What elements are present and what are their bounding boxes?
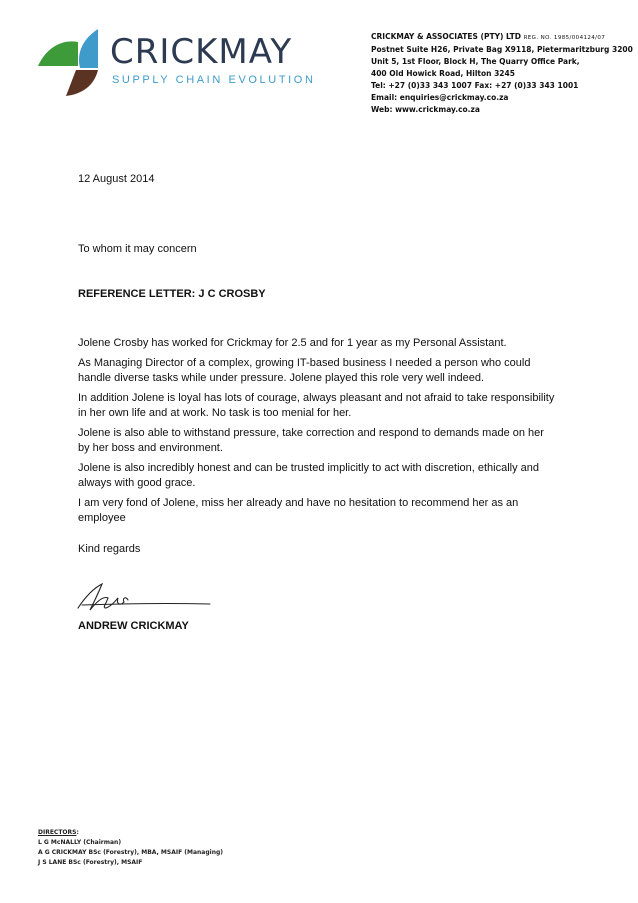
directors-heading-line bbox=[38, 828, 223, 838]
paragraph: Jolene is also incredibly honest and can be trusted implicitly to act with discretion, ethically and always with good grace. bbox=[78, 462, 540, 489]
company-name: CRICKMAY & ASSOCIATES (PTY) LTD bbox=[371, 32, 521, 41]
salutation: To whom it may concern bbox=[78, 243, 197, 255]
paragraph: Jolene is also able to withstand pressure, take correction and respond to demands made on her by her boss and environment. bbox=[78, 427, 544, 454]
crickmay-logo bbox=[36, 26, 108, 98]
brand-tagline: SUPPLY CHAIN EVOLUTION bbox=[112, 74, 316, 86]
director-entry: A G CRICKMAY BSc (Forestry), MBA, MSAIF (Managing) bbox=[38, 849, 224, 856]
closing: Kind regards bbox=[78, 543, 141, 555]
paragraph: Jolene Crosby has worked for Crickmay for 2.5 and for 1 year as my Personal Assistant. bbox=[78, 337, 507, 349]
handwritten-signature bbox=[72, 578, 214, 618]
paragraph: As Managing Director of a complex, growing IT-based business I needed a person who could handle diverse tasks while under pressure. Jolene played this role very well indeed. bbox=[78, 357, 531, 384]
company-name-line bbox=[371, 31, 621, 44]
paragraph: I am very fond of Jolene, miss her already and have no hesitation to recommend her as an employee bbox=[78, 497, 519, 524]
letter-subject: REFERENCE LETTER: J C CROSBY bbox=[78, 288, 266, 300]
director-entry: J S LANE BSc (Forestry), MSAIF bbox=[38, 859, 143, 866]
letter-date: 12 August 2014 bbox=[78, 173, 155, 185]
signature-underline bbox=[82, 604, 210, 605]
logo-brown-leaf bbox=[66, 70, 98, 96]
company-details bbox=[371, 31, 633, 116]
address-line-3: 400 Old Howick Road, Hilton 3245 bbox=[371, 69, 515, 78]
director-entry: L G McNALLY (Chairman) bbox=[38, 839, 122, 846]
logo-green-leaf bbox=[38, 41, 78, 66]
web-line: Web: www.crickmay.co.za bbox=[371, 105, 480, 114]
email-line: Email: enquiries@crickmay.co.za bbox=[371, 93, 509, 102]
address-line-1: Postnet Suite H26, Private Bag X9118, Pietermaritzburg 3200 bbox=[371, 45, 633, 54]
directors-footer bbox=[38, 828, 223, 868]
signatory-name: ANDREW CRICKMAY bbox=[78, 620, 189, 632]
paragraph: In addition Jolene is loyal has lots of courage, always pleasant and not afraid to take responsibility in her own life and at work. No task is too menial for her. bbox=[78, 392, 555, 419]
address-line-2: Unit 5, 1st Floor, Block H, The Quarry Office Park, bbox=[371, 57, 580, 66]
registration-number: REG. NO. 1985/004124/07 bbox=[523, 35, 606, 41]
brand-name: CRICKMAY bbox=[110, 32, 293, 72]
logo-blue-leaf bbox=[79, 29, 98, 68]
directors-heading-colon: : bbox=[76, 829, 79, 836]
phone-fax: Tel: +27 (0)33 343 1007 Fax: +27 (0)33 343 1001 bbox=[371, 81, 579, 90]
letter-body bbox=[78, 336, 558, 531]
directors-heading: DIRECTORS bbox=[38, 829, 77, 836]
signature-stroke bbox=[78, 584, 128, 610]
